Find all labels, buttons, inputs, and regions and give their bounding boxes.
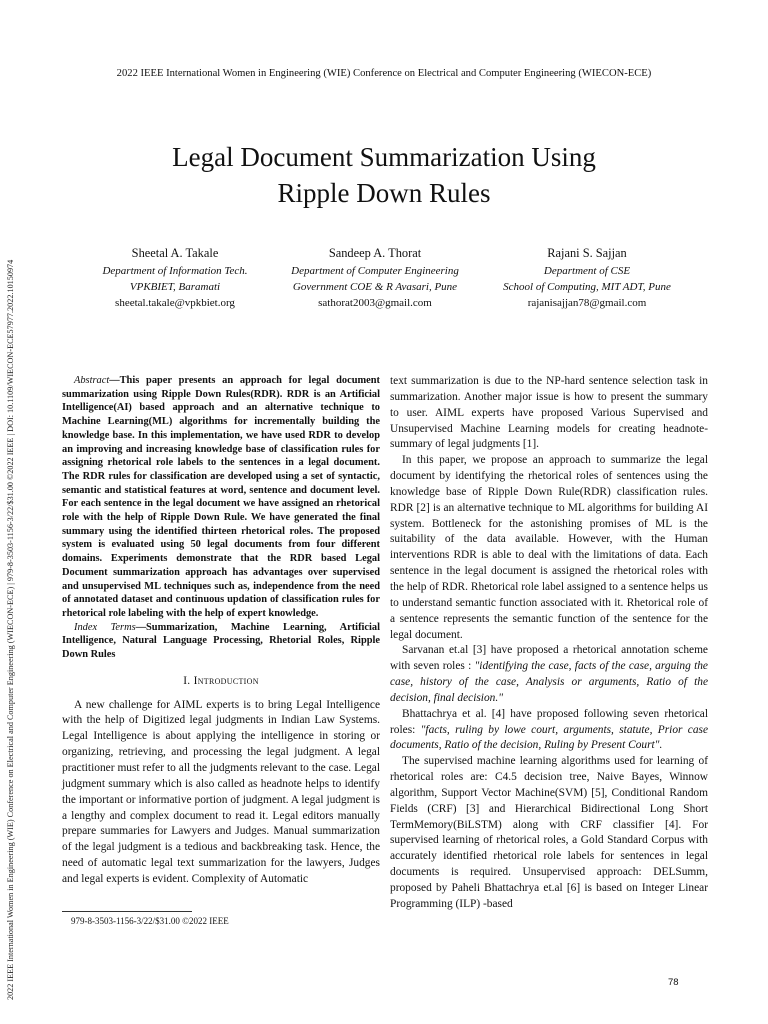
paragraph-supervised-ml: The supervised machine learning algorithms used for learning of rhetorical roles are: C4.5 decision tree, Naive Bayes, Winnow algorithm, Support Vector Machine(SVM) [5], Conditional Random Fields (CRF) [3] and Hierarchical Bidirectional Long Short TermMemory(BiLSTM) along with CRF classifier [4]. For supervised learning of rhetorical roles, a Gold Standard Corpus with accurately identified rhetorical role labels for sentences in legal documents is required. Unsupervised approach: DELSumm, proposed by Paheli Bhattachrya et.al [6] is based on Integer Linear Programming (ILP) -based xyxy=(390,755,708,910)
author-institution: School of Computing, MIT ADT, Pune xyxy=(503,281,671,293)
title-line-2: Ripple Down Rules xyxy=(277,178,491,208)
index-terms xyxy=(62,621,380,662)
author-block-3 xyxy=(484,245,690,311)
author-block-1 xyxy=(62,245,288,311)
author-name: Rajani S. Sajjan xyxy=(547,246,627,260)
bhattachrya-text: Bhattachrya et al. [4] have proposed following seven rhetorical roles: xyxy=(390,707,708,736)
author-block-2 xyxy=(262,245,488,311)
index-terms-lead: Index Terms xyxy=(74,621,136,633)
paragraph-continued: text summarization is due to the NP-hard sentence selection task in summarization. Another major issue is how to present the summary to user. AIML experts have proposed Various Supervised and Unsupervised Machine Learning models for creating headnote-summary of legal judgments [1]. xyxy=(390,375,708,451)
bhattachrya-quote: "facts, ruling by lowe court, arguments, statute, Prior case documents, Ratio of the decision, Ruling by Present Court". xyxy=(390,723,709,752)
copyright-footnote: 979-8-3503-1156-3/22/$31.00 ©2022 IEEE xyxy=(71,916,229,926)
paragraph-sarvanan xyxy=(390,643,708,706)
author-institution: VPKBIET, Baramati xyxy=(129,281,221,293)
right-column xyxy=(390,374,708,913)
author-department: Department of Computer Engineering xyxy=(291,265,459,277)
sarvanan-text: Sarvanan et.al [3] have proposed a rhetorical annotation scheme with seven roles : xyxy=(390,644,708,673)
index-terms-text: —Summarization, Machine Learning, Artificial Intelligence, Natural Language Processing, Rhetorial Roles, Ripple Down Rules xyxy=(62,621,380,661)
abstract-lead: Abstract xyxy=(74,375,110,386)
left-column xyxy=(62,374,380,888)
author-name: Sandeep A. Thorat xyxy=(328,246,422,260)
author-email[interactable]: sathorat2003@gmail.com xyxy=(318,297,432,309)
side-margin-text: 2022 IEEE International Women in Engineering (WIE) Conference on Electrical and Computer Engineering (WIECON-ECE) | 979-8-3503-1156-3/22/$31.00 ©2022 IEEE | DOI: 10.1109/WIECON-ECE57977.2022.10150974 xyxy=(6,259,15,1000)
section-number: I. xyxy=(183,674,194,687)
conference-header: 2022 IEEE International Women in Engineering (WIE) Conference on Electrical and Computer Engineering (WIECON-ECE) xyxy=(116,68,652,79)
author-email[interactable]: rajanisajjan78@gmail.com xyxy=(527,297,647,309)
abstract-text: —This paper presents an approach for legal document summarization using Ripple Down Rules(RDR). RDR is an Artificial Intelligence(AI) based approach and an alternative technique to Machine Learning(ML) algorithms for incrementally building the knowledge base. In this implementation, we have used RDR to develop an improving and increasing knowledge base of classification rules for assigning rhetorical role labels to the sentences in a legal document. The RDR rules for classification are developed using a set of syntactic, semantic and statistical features at word, sentence and document level. For each sentence in the legal document we have assigned an rhetorical role with the help of Ripple Down Rule. We have generated the final summary using the identified thirteen rhetorical roles. The proposed system is evaluated using 50 legal documents from four different domains. Experiments demonstrate that the RDR based Legal Document summarization approach has advantages over supervised and unsupervised ML techniques such as, independence from the need of annotated dataset and continuous updation of classification rules for rhetorical role labeling with the help of expert knowledge. xyxy=(62,375,380,619)
paragraph-bhattachrya xyxy=(390,707,708,755)
abstract xyxy=(62,374,380,621)
section-title: Introduction xyxy=(193,674,259,687)
author-institution: Government COE & R Avasari, Pune xyxy=(292,281,458,293)
paragraph-proposed-approach: In this paper, we propose an approach to summarize the legal document by identifying the rhetorical roles of sentences using the knowledge base of Ripple Down Rule(RDR) classification rules. RDR [2] is an alternative technique to ML algorithms for building AI system. Bottleneck for the astonishing promises of ML is the suitability of the data available. However, with the Human interventions RDR is able to deal with the limitations of data. Each sentence in the legal document is assigned the rhetorical roles with the help of RDR. Rhetorical role label assigned to a sentence helps us to understand semantic function associated with it. Rhetorical role of a sentence represents the semantic function of the sentence for the legal document. xyxy=(390,454,708,641)
sarvanan-quote: "identifying the case, facts of the case, arguing the case, history of the case, Analysis or arguments, Ratio of the decision, final decision." xyxy=(390,660,708,704)
footnote-divider xyxy=(62,911,192,912)
section-heading-introduction xyxy=(62,674,380,690)
intro-paragraph-1: A new challenge for AIML experts is to bring Legal Intelligence with the help of Digitized legal judgments in Indian Law Systems. Legal Intelligence is about applying the intelligence in storing or organizing, retrieving, and processing the legal judgment. A legal practitioner must refer to all the judgments relevant to the case. Legal judgment summary which is also called as headnote helps to identify the important or informative portion of judgment. A legal judgment is a lengthy and complex document to read it. Legal editors manually prepare summaries for Lawyers and Judges. Manual summarization of the legal judgment is a tedious and backbreaking task. Hence, the need of automatic legal text summarization for the lawyers, Judges and legal experts is evident. Complexity of Automatic xyxy=(62,698,380,885)
author-department: Department of CSE xyxy=(543,265,631,277)
author-email[interactable]: sheetal.takale@vpkbiet.org xyxy=(115,297,235,309)
author-name: Sheetal A. Takale xyxy=(131,246,219,260)
page-number: 78 xyxy=(668,977,679,988)
paper-title xyxy=(0,139,768,211)
author-department: Department of Information Tech. xyxy=(102,265,248,277)
title-line-1: Legal Document Summarization Using xyxy=(172,142,596,172)
